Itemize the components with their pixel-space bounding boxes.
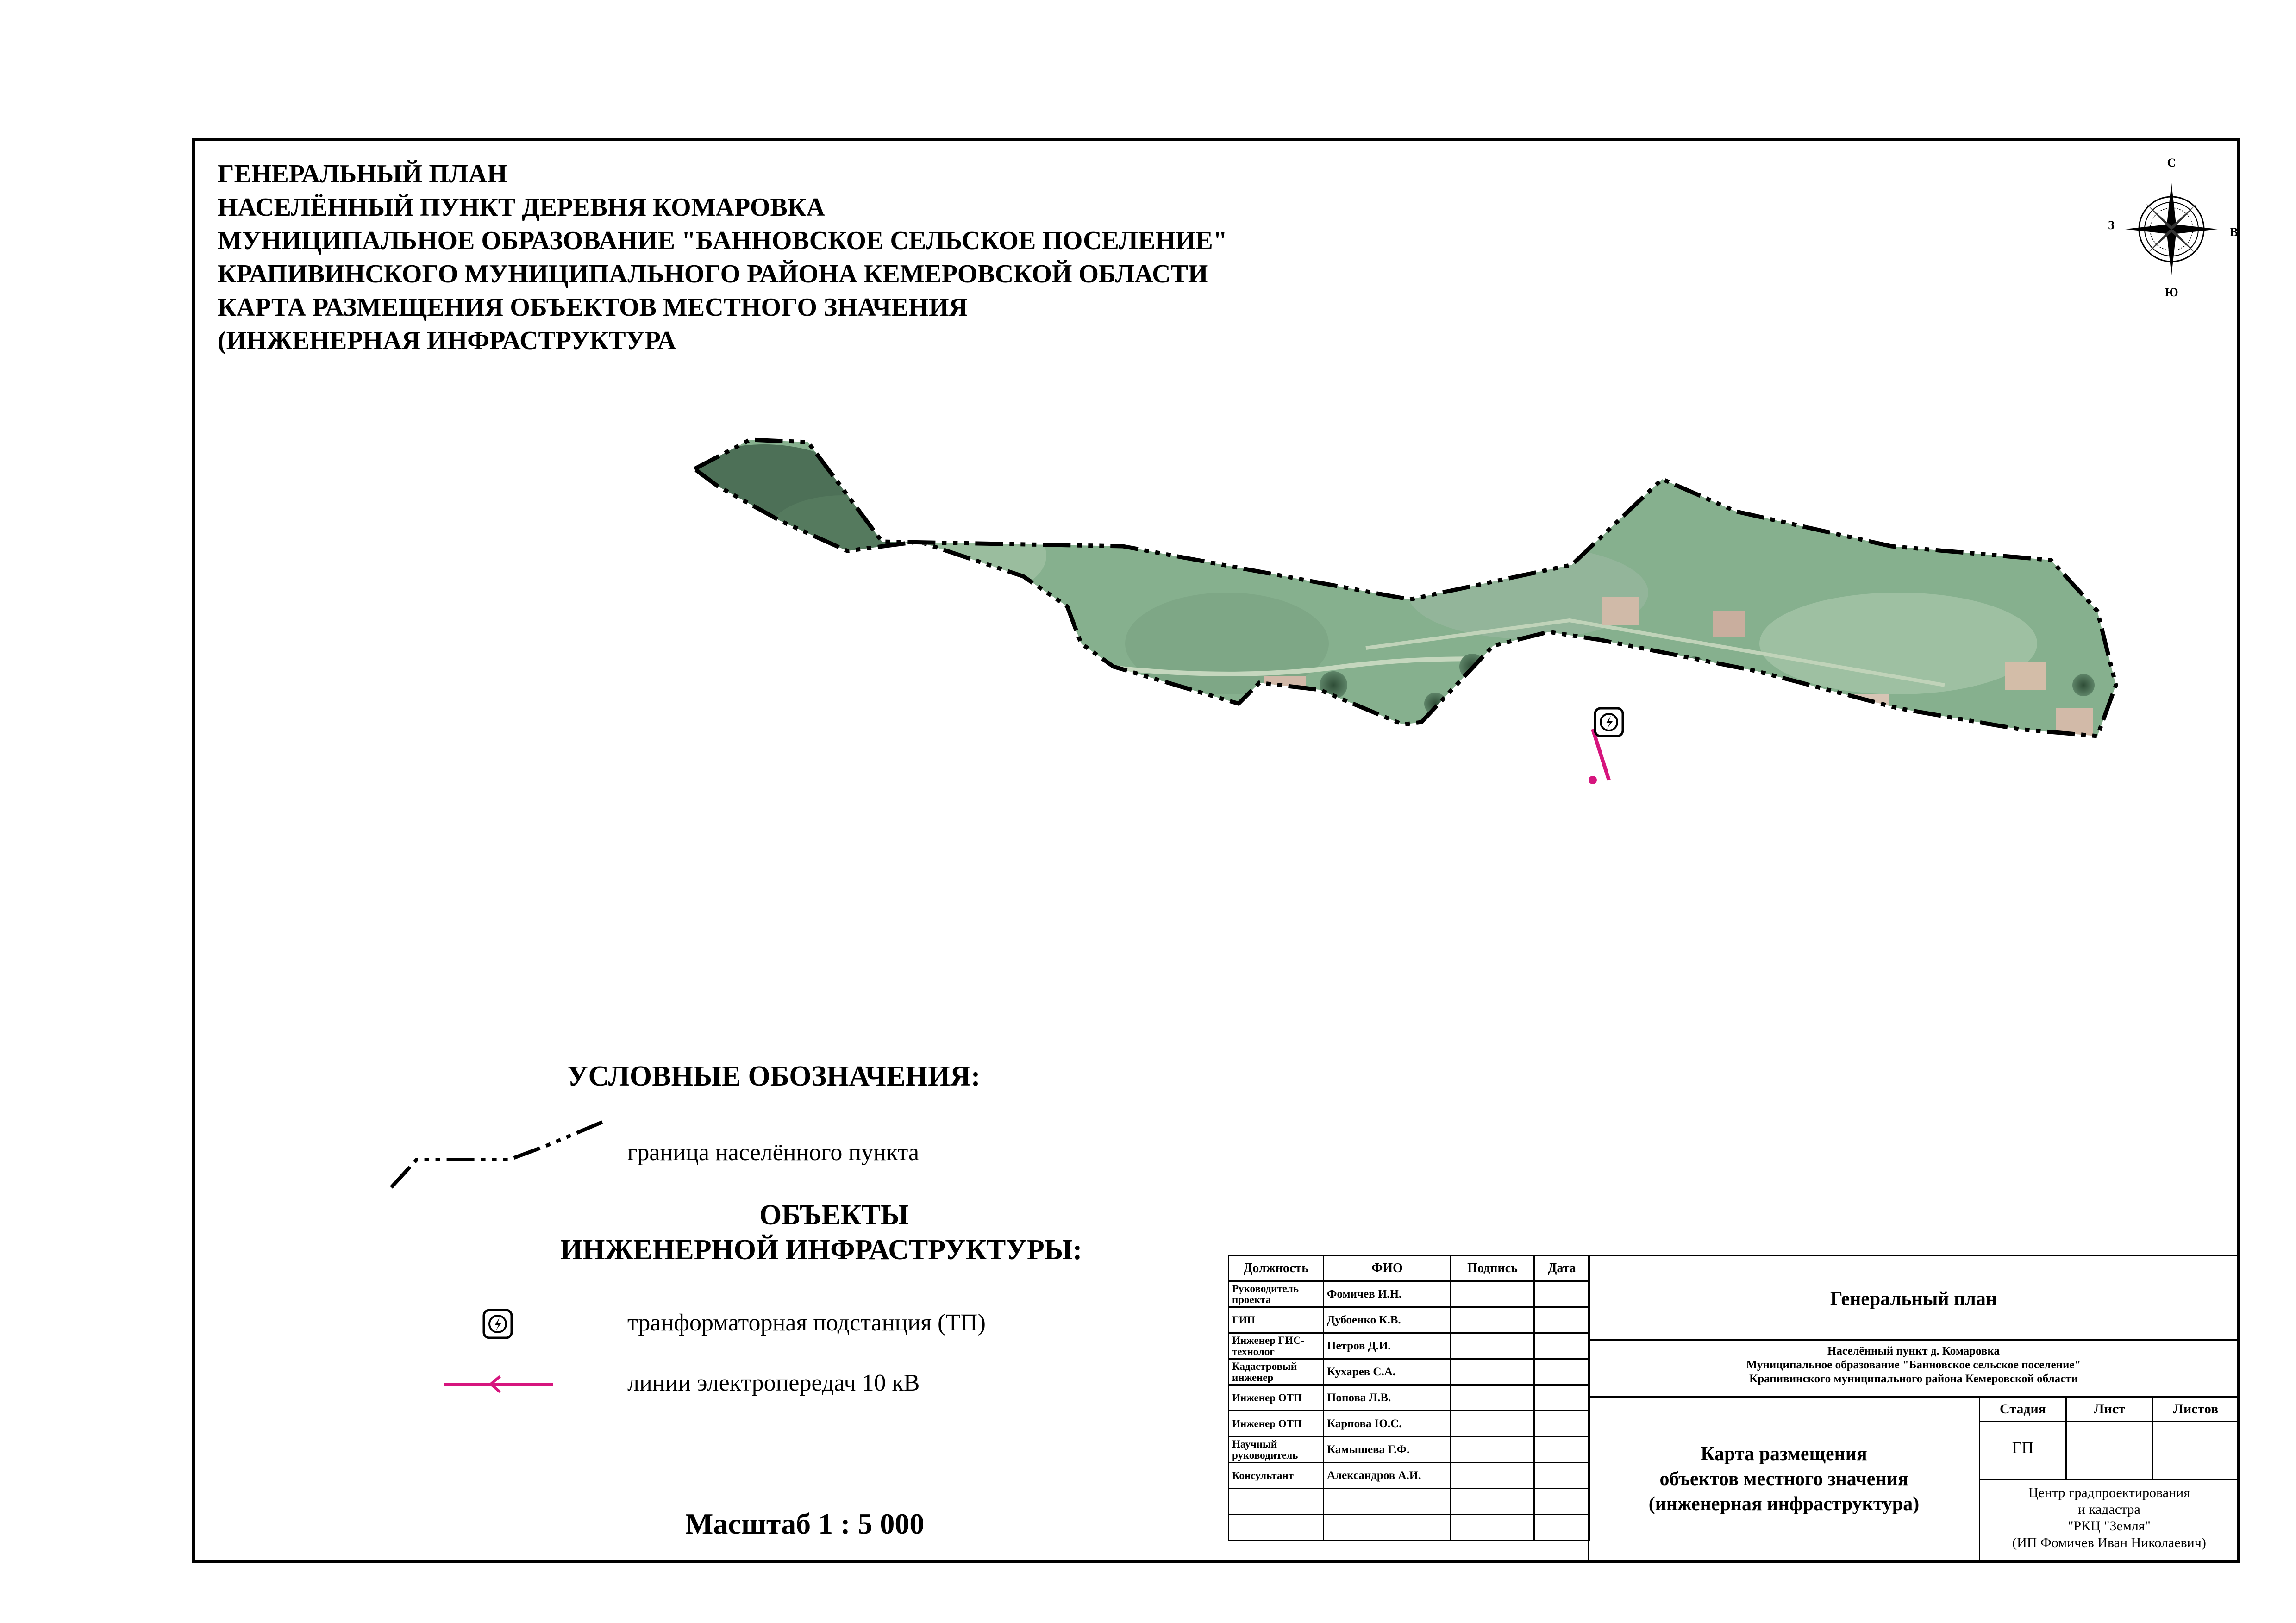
compass-rose-icon — [2102, 153, 2241, 301]
staff-role: Инженер ОТП — [1229, 1385, 1324, 1411]
location-line: Муниципальное образование "Банновское сельское поселение" — [1746, 1359, 2081, 1371]
org-line: и кадастра — [2078, 1502, 2140, 1517]
boundary-legend-symbol — [389, 1118, 611, 1192]
empty-cell — [1534, 1489, 1590, 1515]
title-stamp — [1228, 1255, 2240, 1563]
boundary-legend-label: граница населённого пункта — [627, 1139, 920, 1166]
staff-name: Камышева Г.Ф. — [1324, 1437, 1451, 1463]
sheet-title-cell — [1588, 1396, 1980, 1563]
stage-header: Стадия — [1979, 1396, 2067, 1422]
signature-cell — [1451, 1307, 1534, 1333]
substation-legend-label: транформаторная подстанция (ТП) — [627, 1310, 986, 1336]
date-cell — [1534, 1385, 1590, 1411]
title-line: МУНИЦИПАЛЬНОЕ ОБРАЗОВАНИЕ "БАННОВСКОЕ СЕЛЬСКОЕ ПОСЕЛЕНИЕ" — [218, 226, 1227, 255]
map-scale: Масштаб 1 : 5 000 — [685, 1507, 925, 1540]
date-cell — [1534, 1463, 1590, 1489]
signature-cell — [1451, 1411, 1534, 1437]
map-area — [648, 426, 2153, 981]
satellite-imagery — [648, 426, 2153, 981]
staff-name: Попова Л.В. — [1324, 1385, 1451, 1411]
sheet-title-line: (инженерная инфраструктура) — [1648, 1493, 1920, 1515]
signature-cell — [1451, 1333, 1534, 1359]
date-cell — [1534, 1411, 1590, 1437]
signature-cell — [1451, 1359, 1534, 1385]
staff-name: Кухарев С.А. — [1324, 1359, 1451, 1385]
stage-value: ГП — [1979, 1421, 2067, 1480]
compass-east-label: В — [2230, 225, 2238, 239]
org-line: Центр градпроектирования — [2028, 1485, 2190, 1500]
date-cell — [1534, 1281, 1590, 1307]
title-line: НАСЕЛЁННЫЙ ПУНКТ ДЕРЕВНЯ КОМАРОВКА — [218, 193, 825, 222]
org-line: "РКЦ "Земля" — [2068, 1518, 2151, 1534]
empty-cell — [1229, 1489, 1324, 1515]
sheet-title-line: объектов местного значения — [1659, 1468, 1908, 1490]
empty-cell — [1229, 1515, 1324, 1541]
date-cell — [1534, 1333, 1590, 1359]
signature-cell — [1451, 1281, 1534, 1307]
staff-name: Александров А.И. — [1324, 1463, 1451, 1489]
staff-role: Кадастровый инженер — [1229, 1359, 1324, 1385]
title-line: (ИНЖЕНЕРНАЯ ИНФРАСТРУКТУРА — [218, 326, 676, 355]
staff-role: Инженер ОТП — [1229, 1411, 1324, 1437]
date-cell — [1534, 1437, 1590, 1463]
staff-table — [1228, 1255, 1590, 1541]
infra-heading-line-1: ОБЪЕКТЫ — [759, 1199, 909, 1231]
sheet-title-line: Карта размещения — [1701, 1443, 1867, 1465]
header-signature: Подпись — [1451, 1255, 1534, 1281]
date-cell — [1534, 1359, 1590, 1385]
staff-name: Фомичев И.Н. — [1324, 1281, 1451, 1307]
empty-cell — [1451, 1489, 1534, 1515]
sheets-value — [2152, 1421, 2240, 1480]
header-date: Дата — [1534, 1255, 1590, 1281]
compass-west-label: З — [2108, 218, 2115, 232]
staff-name: Петров Д.И. — [1324, 1333, 1451, 1359]
organization-cell — [1979, 1479, 2240, 1563]
staff-name: Карпова Ю.С. — [1324, 1411, 1451, 1437]
signature-cell — [1451, 1437, 1534, 1463]
header-name: ФИО — [1324, 1255, 1451, 1281]
empty-cell — [1451, 1515, 1534, 1541]
legend-heading: УСЛОВНЫЕ ОБОЗНАЧЕНИЯ: — [567, 1061, 981, 1092]
title-line: ГЕНЕРАЛЬНЫЙ ПЛАН — [218, 160, 507, 188]
signature-cell — [1451, 1463, 1534, 1489]
compass-south-label: Ю — [2165, 286, 2178, 299]
infra-heading-line-2: ИНЖЕНЕРНОЙ ИНФРАСТРУКТУРЫ: — [560, 1234, 1082, 1266]
date-cell — [1534, 1307, 1590, 1333]
map-title — [218, 157, 1227, 357]
empty-cell — [1324, 1489, 1451, 1515]
org-line: (ИП Фомичев Иван Николаевич) — [2012, 1535, 2206, 1550]
sheets-header: Листов — [2152, 1396, 2240, 1422]
staff-role: ГИП — [1229, 1307, 1324, 1333]
plan-title-cell: Генеральный план — [1588, 1255, 2240, 1341]
location-line: Населённый пункт д. Комаровка — [1827, 1345, 2000, 1357]
staff-role: Инженер ГИС-технолог — [1229, 1333, 1324, 1359]
empty-cell — [1324, 1515, 1451, 1541]
staff-role: Консультант — [1229, 1463, 1324, 1489]
powerline-end-marker — [1589, 776, 1597, 784]
sheet-header: Лист — [2065, 1396, 2153, 1422]
header-position: Должность — [1229, 1255, 1324, 1281]
staff-role: Научный руководитель — [1229, 1437, 1324, 1463]
empty-cell — [1534, 1515, 1590, 1541]
powerline-legend-label: линии электропередач 10 кВ — [627, 1370, 920, 1396]
title-line: КРАПИВИНСКОГО МУНИЦИПАЛЬНОГО РАЙОНА КЕМЕРОВСКОЙ ОБЛАСТИ — [218, 260, 1208, 288]
staff-name: Дубоенко К.В. — [1324, 1307, 1451, 1333]
signature-cell — [1451, 1385, 1534, 1411]
substation-icon — [1595, 708, 1623, 736]
powerline-legend-symbol — [440, 1373, 556, 1396]
title-line: КАРТА РАЗМЕЩЕНИЯ ОБЪЕКТОВ МЕСТНОГО ЗНАЧЕНИЯ — [218, 293, 968, 322]
location-cell — [1588, 1339, 2240, 1398]
location-line: Крапивинского муниципального района Кемеровской области — [1749, 1373, 2078, 1385]
substation-legend-icon — [482, 1308, 514, 1340]
compass-north-label: С — [2167, 156, 2176, 169]
sheet-value — [2065, 1421, 2153, 1480]
staff-role: Руководитель проекта — [1229, 1281, 1324, 1307]
